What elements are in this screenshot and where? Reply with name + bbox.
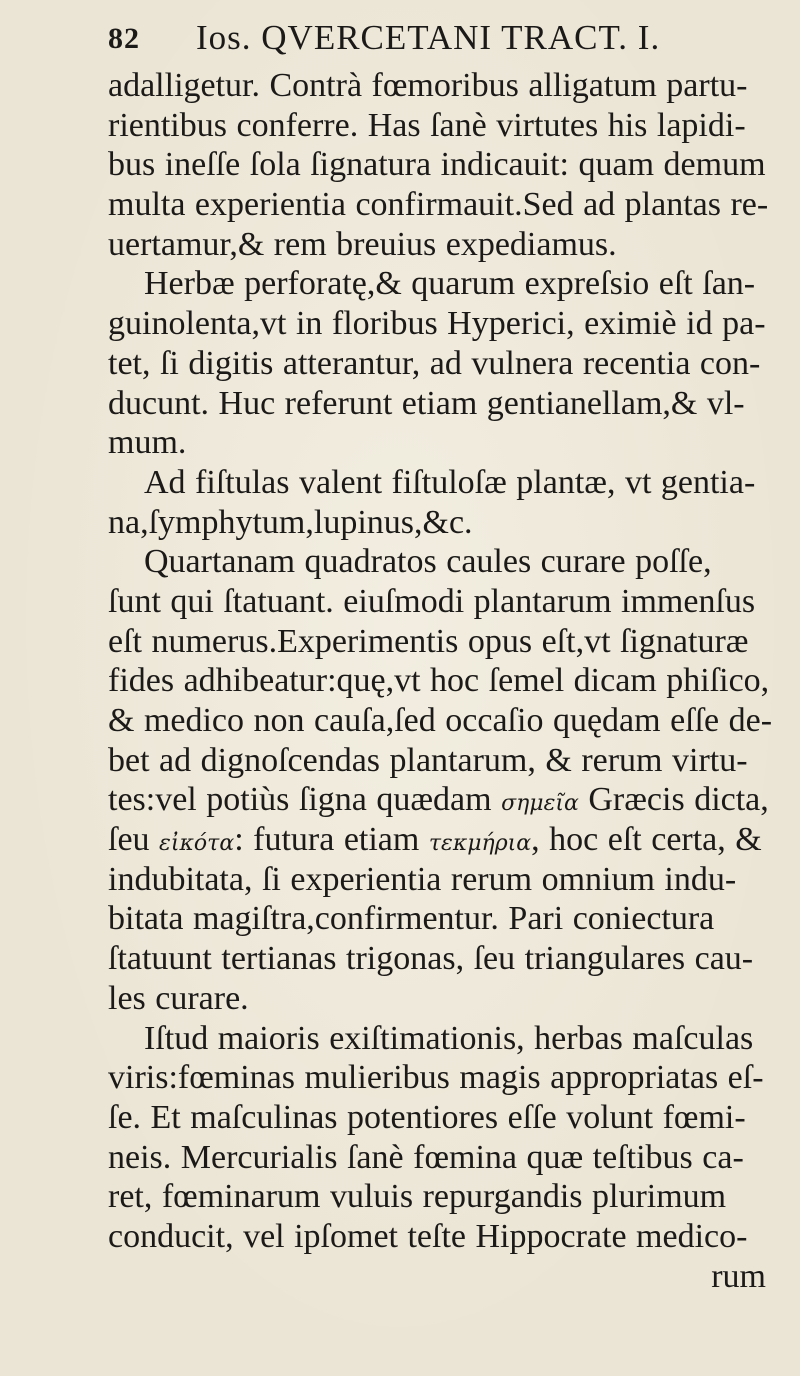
line-text: bet ad dignoſcendas plantarum, & rerum virtu- [108,741,748,779]
line-text: guinolenta,vt in floribus Hyperici, eximiè id pa- [108,305,766,343]
text-line [108,106,788,146]
line-text: eſt numerus.Experimentis opus eſt,vt ſignaturæ [108,622,749,660]
greek-word: σημεῖα [501,791,579,817]
text-line [108,1019,788,1059]
page-number: 82 [108,22,140,55]
text-line [108,1217,788,1257]
text-line [108,145,788,185]
line-text: na,ſymphytum,lupinus,&c. [108,503,473,541]
text-line [108,860,788,900]
line-text: Herbæ perforatę,& quarum expreſsio eſt ſan- [144,265,756,303]
line-text: ſe. Et maſculinas potentiores eſſe volunt fœmi- [108,1098,746,1136]
greek-word: εἰκότα [159,831,235,857]
line-text: bitata magiſtra,confirmentur. Pari coniectura [108,900,715,938]
line-text: fides adhibeatur:quę,vt hoc ſemel dicam phiſico, [108,662,770,700]
text-line [108,185,788,225]
line-text: conducit, vel ipſomet teſte Hippocrate medico- [108,1217,748,1255]
line-text: rientibus conferre. Has ſanè virtutes his lapidi- [108,106,746,144]
text-line [108,304,788,344]
line-text: ret, fœminarum vuluis repurgandis plurimum [108,1178,727,1216]
text-line [108,979,788,1019]
text-line [108,1058,788,1098]
line-text: tes:vel potiùs ſigna quædam [108,781,492,819]
text-line [108,582,788,622]
text-line [108,1098,788,1138]
text-line [108,463,788,503]
text-line [108,423,788,463]
line-text: Quartanam quadratos caules curare poſſe, [144,543,712,581]
text-line [108,820,788,860]
line-text-continued: : futura etiam [234,821,420,859]
line-text: ducunt. Huc referunt etiam gentianellam,& vl- [108,384,745,422]
text-line [108,622,788,662]
line-text: neis. Mercurialis ſanè fœmina quæ teſtibus ca- [108,1138,744,1176]
line-text: multa experientia confirmauit.Sed ad plantas re- [108,186,769,224]
line-text: tet, ſi digitis atterantur, ad vulnera recentia con- [108,344,761,382]
greek-word: τεκμήρια [428,831,532,857]
text-line [108,899,788,939]
text-line [108,780,788,820]
text-line [108,1177,788,1217]
line-text: Ad fiſtulas valent fiſtuloſæ plantæ, vt gentia- [144,463,756,501]
line-text: uertamur,& rem breuius expediamus. [108,225,617,263]
text-line [108,741,788,781]
line-text: indubitata, ſi experientia rerum omnium indu- [108,860,737,898]
line-text-continued: , hoc eſt certa, & [531,821,762,859]
text-line [108,939,788,979]
line-text: adalligetur. Contrà fœmoribus alligatum partu- [108,67,748,104]
body-text [108,66,788,1296]
text-line [108,701,788,741]
running-head: Ios. QVERCETANI TRACT. I. [196,18,661,57]
text-line [108,344,788,384]
line-text: ſtatuunt tertianas trigonas, ſeu triangulares cau- [108,940,754,978]
text-line [108,1138,788,1178]
line-text: ſunt qui ſtatuant. eiuſmodi plantarum immenſus [108,582,756,620]
line-text: ſeu [108,821,150,859]
text-line [108,66,788,106]
line-text: les curare. [108,979,249,1017]
text-line [108,661,788,701]
text-line [108,225,788,265]
text-line [108,384,788,424]
line-text: viris:fœminas mulieribus magis appropriatas eſ- [108,1059,764,1097]
line-text-continued: Græcis dicta, [578,781,769,819]
text-line [108,542,788,582]
line-text: & medico non cauſa,ſed occaſio quędam eſſe de- [108,702,773,739]
line-text: mum. [108,424,187,462]
text-line [108,264,788,304]
line-text: Iſtud maioris exiſtimationis, herbas maſculas [144,1019,754,1057]
line-text: bus ineſſe ſola ſignatura indicauit: quam demum [108,146,766,184]
catchword: rum [711,1257,766,1295]
text-line [108,503,788,543]
page-header [108,18,758,66]
